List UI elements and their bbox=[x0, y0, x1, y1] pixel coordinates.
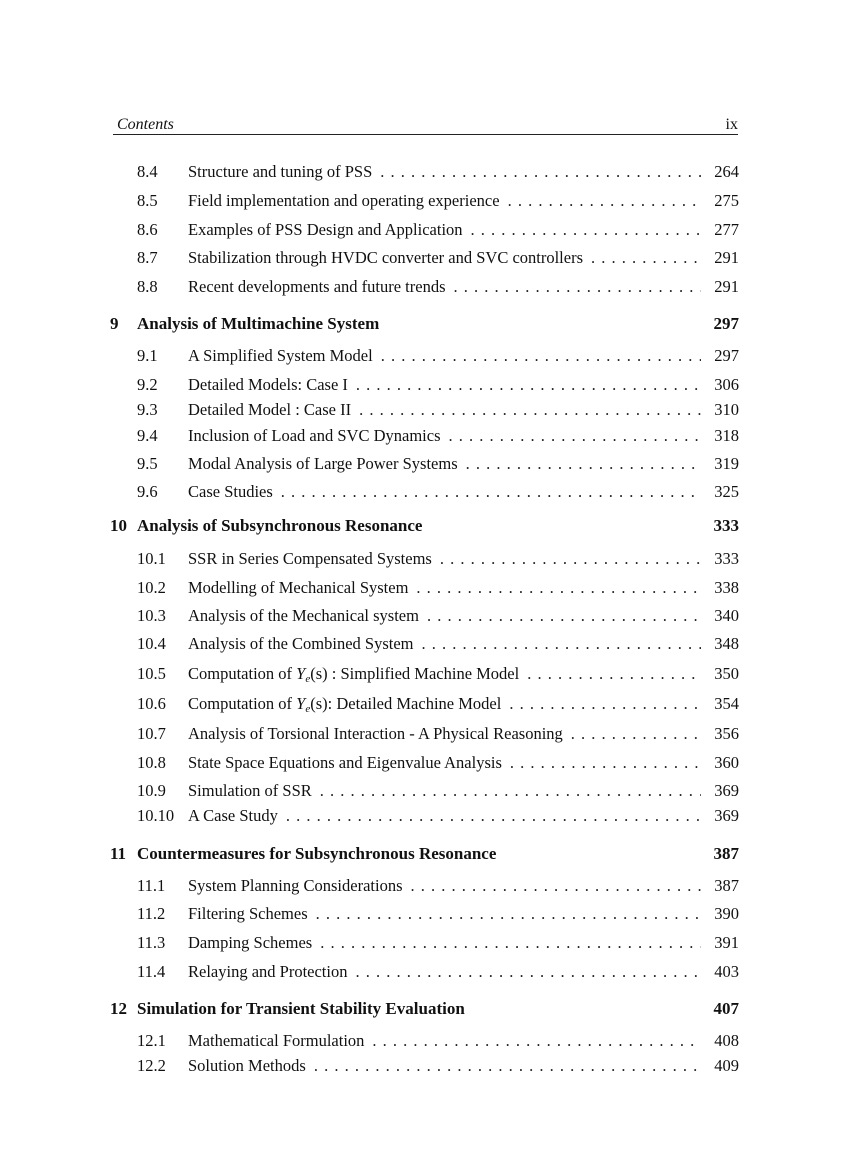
toc-chapter-entry[interactable] bbox=[110, 844, 739, 864]
entry-title-text: Computation of bbox=[188, 664, 297, 683]
entry-number: 9.2 bbox=[137, 375, 158, 394]
entry-number: 11.4 bbox=[137, 962, 166, 981]
entry-title-text: Analysis of Torsional Interaction - A Physical Reasoning bbox=[188, 724, 563, 743]
entry-title-text: Structure and tuning of PSS bbox=[188, 162, 373, 181]
entry-title-text: A Simplified System Model bbox=[188, 346, 373, 365]
entry-page: 325 bbox=[714, 482, 739, 501]
entry-title-text: Recent developments and future trends bbox=[188, 277, 446, 296]
entry-title-text: Inclusion of Load and SVC Dynamics bbox=[188, 426, 441, 445]
entry-page: 297 bbox=[713, 314, 739, 333]
entry-number: 12.1 bbox=[137, 1031, 166, 1050]
toc-section-entry[interactable] bbox=[110, 933, 739, 953]
entry-page: 348 bbox=[714, 634, 739, 653]
dot-leader bbox=[281, 482, 701, 502]
entry-number: 10.7 bbox=[137, 724, 166, 743]
entry-title bbox=[188, 753, 502, 773]
entry-page: 387 bbox=[713, 844, 739, 863]
entry-page: 291 bbox=[714, 248, 739, 267]
entry-number: 12 bbox=[110, 999, 127, 1018]
toc-section-entry[interactable] bbox=[110, 277, 739, 297]
dot-leader bbox=[427, 606, 701, 626]
toc-section-entry[interactable] bbox=[110, 375, 739, 395]
dot-leader bbox=[416, 578, 701, 598]
dot-leader bbox=[411, 876, 702, 896]
entry-title bbox=[188, 454, 458, 474]
entry-number: 10.3 bbox=[137, 606, 166, 625]
entry-title-text: Modelling of Mechanical System bbox=[188, 578, 409, 597]
entry-page: 407 bbox=[713, 999, 739, 1018]
entry-title-text: Analysis of Subsynchronous Resonance bbox=[137, 516, 423, 535]
entry-title-text: Filtering Schemes bbox=[188, 904, 308, 923]
entry-number: 10.5 bbox=[137, 664, 166, 683]
entry-page: 354 bbox=[714, 694, 739, 713]
entry-title-text: Examples of PSS Design and Application bbox=[188, 220, 463, 239]
entry-title-text: Simulation of SSR bbox=[188, 781, 312, 800]
dot-leader bbox=[314, 1056, 701, 1076]
entry-title-text: Field implementation and operating experience bbox=[188, 191, 500, 210]
entry-page: 310 bbox=[714, 400, 739, 419]
toc-chapter-entry[interactable] bbox=[110, 516, 739, 536]
entry-page: 318 bbox=[714, 426, 739, 445]
entry-page: 387 bbox=[714, 876, 739, 895]
entry-number: 10.9 bbox=[137, 781, 166, 800]
entry-page: 409 bbox=[714, 1056, 739, 1075]
toc-chapter-entry[interactable] bbox=[110, 314, 739, 334]
entry-title-text: Damping Schemes bbox=[188, 933, 313, 952]
entry-title-text: Case Studies bbox=[188, 482, 273, 501]
toc-section-entry[interactable] bbox=[110, 454, 739, 474]
dot-leader bbox=[359, 400, 701, 420]
entry-number: 9.4 bbox=[137, 426, 158, 445]
math-symbol: Y bbox=[296, 694, 306, 713]
entry-title bbox=[188, 606, 419, 626]
entry-title-text: Mathematical Formulation bbox=[188, 1031, 365, 1050]
math-subscript: e bbox=[305, 703, 311, 715]
entry-page: 350 bbox=[714, 664, 739, 683]
entry-page: 275 bbox=[714, 191, 739, 210]
entry-page: 360 bbox=[714, 753, 739, 772]
dot-leader bbox=[380, 162, 701, 182]
dot-leader bbox=[381, 346, 701, 366]
toc-section-entry[interactable] bbox=[110, 962, 739, 982]
toc-section-entry[interactable] bbox=[110, 634, 739, 654]
entry-page: 391 bbox=[714, 933, 739, 952]
entry-title bbox=[188, 346, 373, 366]
entry-number: 9.1 bbox=[137, 346, 158, 365]
toc-section-entry[interactable] bbox=[110, 724, 739, 744]
entry-page: 408 bbox=[714, 1031, 739, 1050]
math-symbol: Y bbox=[296, 664, 306, 683]
entry-number: 10 bbox=[110, 516, 127, 535]
entry-title-text: Modal Analysis of Large Power Systems bbox=[188, 454, 458, 473]
math-subscript: e bbox=[305, 673, 311, 685]
entry-title-text: Relaying and Protection bbox=[188, 962, 348, 981]
entry-page: 333 bbox=[713, 516, 739, 535]
dot-leader bbox=[527, 664, 701, 684]
toc-section-entry[interactable] bbox=[110, 904, 739, 924]
entry-page: 356 bbox=[714, 724, 739, 743]
entry-title bbox=[137, 314, 379, 334]
entry-title bbox=[188, 248, 583, 268]
entry-title-text: A Case Study bbox=[188, 806, 278, 825]
entry-page: 340 bbox=[714, 606, 739, 625]
entry-page: 319 bbox=[714, 454, 739, 473]
toc-section-entry[interactable] bbox=[110, 549, 739, 569]
entry-title bbox=[137, 844, 496, 864]
entry-title-text: SSR in Series Compensated Systems bbox=[188, 549, 432, 568]
entry-title-text: Computation of bbox=[188, 694, 297, 713]
toc-section-entry[interactable] bbox=[110, 1056, 739, 1076]
entry-title bbox=[188, 724, 563, 744]
entry-number: 10.8 bbox=[137, 753, 166, 772]
entry-title-rest: (s) : Simplified Machine Model bbox=[310, 664, 520, 683]
entry-title bbox=[188, 664, 519, 684]
toc-section-entry[interactable] bbox=[110, 606, 739, 626]
toc-section-entry[interactable] bbox=[110, 220, 739, 240]
toc-section-entry[interactable] bbox=[110, 482, 739, 502]
entry-number: 11.3 bbox=[137, 933, 166, 952]
entry-title-text: Solution Methods bbox=[188, 1056, 306, 1075]
dot-leader bbox=[571, 724, 701, 744]
dot-leader bbox=[356, 375, 701, 395]
entry-page: 291 bbox=[714, 277, 739, 296]
toc-section-entry[interactable] bbox=[110, 426, 739, 446]
entry-title-text: System Planning Considerations bbox=[188, 876, 403, 895]
entry-title bbox=[188, 191, 500, 211]
entry-title bbox=[188, 400, 351, 420]
entry-title-text: Analysis of the Combined System bbox=[188, 634, 414, 653]
entry-title bbox=[188, 426, 441, 446]
toc-section-entry[interactable] bbox=[110, 753, 739, 773]
dot-leader bbox=[355, 962, 701, 982]
entry-page: 403 bbox=[714, 962, 739, 981]
entry-title bbox=[137, 516, 422, 536]
entry-title bbox=[188, 933, 312, 953]
entry-page: 390 bbox=[714, 904, 739, 923]
entry-page: 264 bbox=[714, 162, 739, 181]
dot-leader bbox=[591, 248, 701, 268]
entry-title-text: State Space Equations and Eigenvalue Analysis bbox=[188, 753, 502, 772]
entry-title bbox=[188, 578, 408, 598]
entry-title bbox=[188, 694, 501, 714]
entry-title-text: Detailed Models: Case I bbox=[188, 375, 348, 394]
entry-title-text: Analysis of Multimachine System bbox=[137, 314, 380, 333]
dot-leader bbox=[466, 454, 701, 474]
entry-number: 8.8 bbox=[137, 277, 158, 296]
entry-number: 11 bbox=[110, 844, 127, 863]
entry-title bbox=[137, 999, 465, 1019]
entry-title bbox=[188, 482, 273, 502]
toc-section-entry[interactable] bbox=[110, 346, 739, 366]
entry-title bbox=[188, 220, 463, 240]
entry-page: 338 bbox=[714, 578, 739, 597]
toc-chapter-entry[interactable] bbox=[110, 999, 739, 1019]
entry-page: 333 bbox=[714, 549, 739, 568]
entry-title bbox=[188, 1031, 364, 1051]
entry-number: 9 bbox=[110, 314, 119, 333]
entry-title bbox=[188, 549, 432, 569]
dot-leader bbox=[440, 549, 701, 569]
dot-leader bbox=[508, 191, 701, 211]
entry-title bbox=[188, 277, 446, 297]
entry-number: 10.1 bbox=[137, 549, 166, 568]
entry-page: 306 bbox=[714, 375, 739, 394]
entry-title bbox=[188, 876, 403, 896]
entry-number: 10.10 bbox=[137, 806, 175, 825]
toc-section-entry[interactable] bbox=[110, 664, 739, 684]
toc-section-entry[interactable] bbox=[110, 578, 739, 598]
entry-number: 10.6 bbox=[137, 694, 166, 713]
entry-number: 9.3 bbox=[137, 400, 158, 419]
entry-page: 369 bbox=[714, 806, 739, 825]
entry-number: 10.4 bbox=[137, 634, 166, 653]
dot-leader bbox=[471, 220, 701, 240]
entry-title bbox=[188, 806, 278, 826]
entry-title bbox=[188, 375, 348, 395]
dot-leader bbox=[509, 694, 701, 714]
toc-section-entry[interactable] bbox=[110, 1031, 739, 1051]
entry-title bbox=[188, 634, 414, 654]
entry-number: 12.2 bbox=[137, 1056, 166, 1075]
entry-title-rest: (s): Detailed Machine Model bbox=[310, 694, 502, 713]
running-header bbox=[113, 116, 738, 135]
entry-number: 8.7 bbox=[137, 248, 158, 267]
toc-section-entry[interactable] bbox=[110, 400, 739, 420]
entry-number: 10.2 bbox=[137, 578, 166, 597]
entry-title bbox=[188, 781, 312, 801]
entry-title bbox=[188, 162, 372, 182]
entry-number: 8.6 bbox=[137, 220, 158, 239]
entry-title-text: Stabilization through HVDC converter and SVC controllers bbox=[188, 248, 584, 267]
toc-section-entry[interactable] bbox=[110, 694, 739, 714]
entry-title bbox=[188, 962, 347, 982]
entry-number: 9.5 bbox=[137, 454, 158, 473]
entry-title bbox=[188, 1056, 306, 1076]
toc-section-entry[interactable] bbox=[110, 248, 739, 268]
entry-page: 297 bbox=[714, 346, 739, 365]
entry-number: 11.1 bbox=[137, 876, 166, 895]
entry-page: 277 bbox=[714, 220, 739, 239]
dot-leader bbox=[320, 781, 701, 801]
entry-title-text: Simulation for Transient Stability Evaluation bbox=[137, 999, 465, 1018]
toc-section-entry[interactable] bbox=[110, 876, 739, 896]
entry-number: 8.5 bbox=[137, 191, 158, 210]
dot-leader bbox=[510, 753, 701, 773]
dot-leader bbox=[372, 1031, 701, 1051]
dot-leader bbox=[454, 277, 702, 297]
entry-title bbox=[188, 904, 308, 924]
dot-leader bbox=[316, 904, 701, 924]
dot-leader bbox=[320, 933, 701, 953]
running-header-title: Contents bbox=[117, 116, 174, 133]
entry-title-text: Analysis of the Mechanical system bbox=[188, 606, 419, 625]
entry-title-text: Detailed Model : Case II bbox=[188, 400, 352, 419]
entry-title-text: Countermeasures for Subsynchronous Resonance bbox=[137, 844, 497, 863]
toc-section-entry[interactable] bbox=[110, 162, 739, 182]
entry-page: 369 bbox=[714, 781, 739, 800]
entry-number: 11.2 bbox=[137, 904, 166, 923]
entry-number: 9.6 bbox=[137, 482, 158, 501]
toc-section-entry[interactable] bbox=[110, 781, 739, 801]
dot-leader bbox=[422, 634, 702, 654]
dot-leader bbox=[449, 426, 701, 446]
toc-section-entry[interactable] bbox=[110, 806, 739, 826]
page-number: ix bbox=[725, 116, 738, 133]
toc-section-entry[interactable] bbox=[110, 191, 739, 211]
entry-number: 8.4 bbox=[137, 162, 158, 181]
dot-leader bbox=[286, 806, 701, 826]
